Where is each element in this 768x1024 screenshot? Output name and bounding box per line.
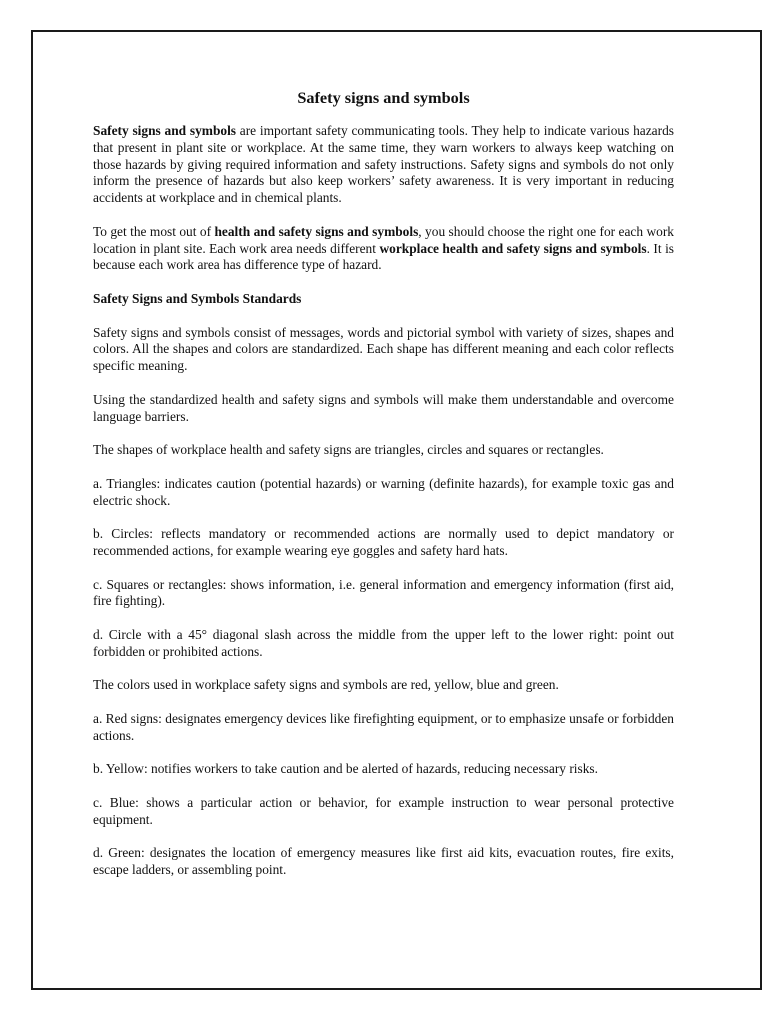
paragraph-shape-slash-circle: d. Circle with a 45° diagonal slash across the middle from the upper left to the lower right: point out forbidden or prohibited actions. — [93, 626, 674, 659]
paragraph-shape-triangles: a. Triangles: indicates caution (potential hazards) or warning (definite hazards), for example toxic gas and electric shock. — [93, 475, 674, 508]
paragraph-standardized-benefit: Using the standardized health and safety signs and symbols will make them understandable and overcome language barriers. — [93, 391, 674, 424]
choose-text-2: , you should choose the right one for each work location in plant site. Each work area needs different — [93, 223, 674, 256]
paragraph-color-yellow: b. Yellow: notifies workers to take caution and be alerted of hazards, reducing necessary risks. — [93, 761, 598, 777]
paragraph-shapes-intro: The shapes of workplace health and safety signs are triangles, circles and squares or rectangles. — [93, 442, 604, 458]
choose-bold-2: workplace health and safety signs and symbols — [379, 240, 647, 256]
paragraph-shape-circles: b. Circles: reflects mandatory or recommended actions are normally used to depict mandatory or recommended actions, for example wearing eye goggles and safety hard hats. — [93, 526, 674, 558]
paragraph-standards-description: Safety signs and symbols consist of messages, words and pictorial symbol with variety of sizes, shapes and colors. All the shapes and colors are standardized. Each shape has different meaning and each color reflects specific meaning. — [93, 324, 674, 374]
choose-text-1: To get the most out of — [93, 223, 215, 239]
paragraph-color-red: a. Red signs: designates emergency devices like firefighting equipment, or to emphasize unsafe or forbidden actions. — [93, 710, 674, 743]
intro-bold-lead: Safety signs and symbols — [93, 123, 237, 138]
choose-bold-1: health and safety signs and symbols — [214, 223, 419, 239]
standards-heading: Safety Signs and Symbols Standards — [93, 290, 302, 306]
intro-paragraph — [93, 123, 674, 207]
choose-text-3: . It is because each work area has difference type of hazard. — [93, 240, 675, 273]
paragraph-colors-intro: The colors used in workplace safety signs and symbols are red, yellow, blue and green. — [93, 677, 559, 693]
intro-text: are important safety communicating tools. They help to indicate various hazards that present in plant site or workplace. At the same time, they warn workers to always keep watching on those hazards by giving required information and safety instructions. Safety signs and symbols do not only inform the presence of hazards but also keep workers’ safety awareness. It is very important in reducing accidents at workplace and in chemical plants. — [93, 123, 674, 206]
paragraph-shape-squares: c. Squares or rectangles: shows information, i.e. general information and emergency information (first aid, fire fighting). — [93, 576, 674, 609]
paragraph-color-blue: c. Blue: shows a particular action or behavior, for example instruction to wear personal protective equipment. — [93, 794, 674, 827]
paragraph-color-green: d. Green: designates the location of emergency measures like first aid kits, evacuation routes, fire exits, escape ladders, or assembling point. — [93, 845, 674, 878]
document-body — [93, 88, 674, 896]
document-title: Safety signs and symbols — [297, 88, 470, 107]
choose-paragraph — [93, 224, 674, 274]
